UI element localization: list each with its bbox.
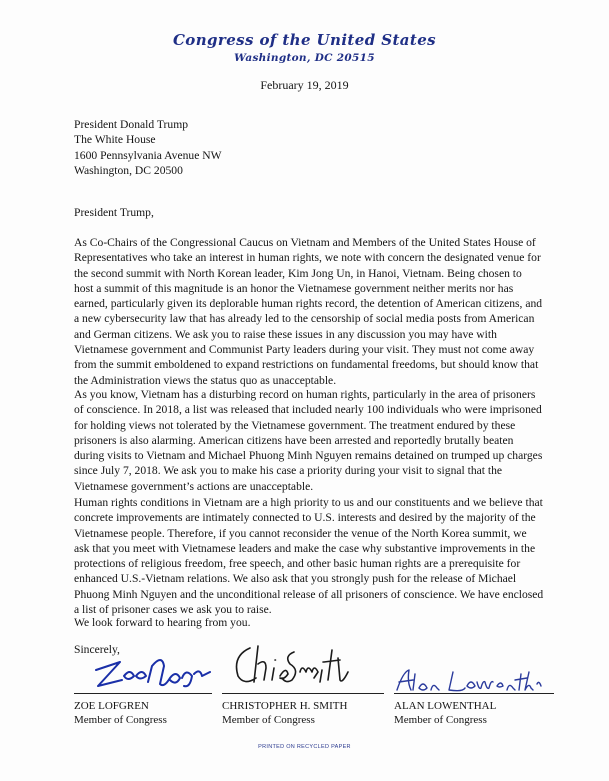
letterhead-location: Washington, DC 20515 [234, 52, 375, 64]
signature-smith [228, 638, 353, 693]
signer-name: ALAN LOWENTHAL [394, 700, 497, 712]
letterhead-title: Congress of the United States [172, 31, 437, 49]
signature-lofgren [90, 648, 215, 693]
body-paragraph: As Co-Chairs of the Congressional Caucus on Vietnam and Members of the United States House of Representatives who take an interest in human rights, we note with concern the designated venue for the second summit with North Korean leader, Kim Jong Un, in Hanoi, Vietnam. Being chosen to host a summit of this magnitude is an honor the Vietnamese government neither merits nor has earned, particularly given its deplorable human rights record, the detention of American citizens, and a new cybersecurity law that has already led to the censorship of social media posts from American and German citizens. We ask you to raise these issues in any discussion you may have with Vietnamese government and Communist Party leaders during your visit. They must not come away from the summit emboldened to expand restrictions on fundamental freedoms, but should know that the Administration views the status quo as unacceptable. [74, 236, 543, 387]
letter-date: February 19, 2019 [260, 78, 349, 92]
salutation: President Trump, [74, 206, 154, 219]
signature-line [222, 693, 384, 694]
address-line: The White House [74, 133, 156, 147]
signer-title: Member of Congress [74, 714, 167, 726]
signer-block-2 [222, 699, 347, 727]
signer-name: CHRISTOPHER H. SMITH [222, 700, 348, 712]
body-paragraph: As you know, Vietnam has a disturbing record on human rights, particularly in the area of prisoners of conscience. In 2018, a list was released that included nearly 100 individuals who were imprisoned for holding views not tolerated by the Vietnamese government. The treatment endured by these prisoners is also alarming. American citizens have been arrested and reportedly brutally beaten during visits to Vietnam and Michael Phuong Minh Nguyen remains detained on trumped up charges since July 7, 2018. We ask you to make his case a priority during your visit to signal that the Vietnamese government’s actions are unacceptable. [74, 388, 543, 493]
signature-line [394, 693, 554, 694]
closing-line: We look forward to hearing from you. [74, 616, 251, 629]
body-paragraph: Human rights conditions in Vietnam are a high priority to us and our constituents and we believe that concrete improvements are intimately connected to U.S. interests and desired by the majority of the Vietnamese people. Therefore, if you cannot reconsider the venue of the North Korea summit, we ask that you meet with Vietnamese leaders and make the case why substantive improvements in the protections of religious freedom, free speech, and other basic human rights are a prerequisite for enhanced U.S.-Vietnam relations. We also ask that you strongly push for the release of Michael Phuong Minh Nguyen and the unconditional release of all prisoners of conscience. We have enclosed a list of prisoner cases we ask you to raise. [74, 496, 544, 617]
valediction: Sincerely, [74, 643, 120, 656]
address-line: President Donald Trump [74, 118, 189, 131]
recipient-address [74, 117, 544, 178]
signature-line [74, 693, 212, 694]
signer-block-3 [394, 699, 496, 727]
address-line: 1600 Pennsylvania Avenue NW [74, 148, 222, 162]
signer-block-1 [74, 699, 167, 727]
recycled-paper-notice: PRINTED ON RECYCLED PAPER [258, 744, 351, 750]
signer-title: Member of Congress [394, 714, 487, 726]
address-line: Washington, DC 20500 [74, 163, 183, 177]
signer-name: ZOE LOFGREN [74, 700, 149, 712]
signer-title: Member of Congress [222, 714, 315, 726]
